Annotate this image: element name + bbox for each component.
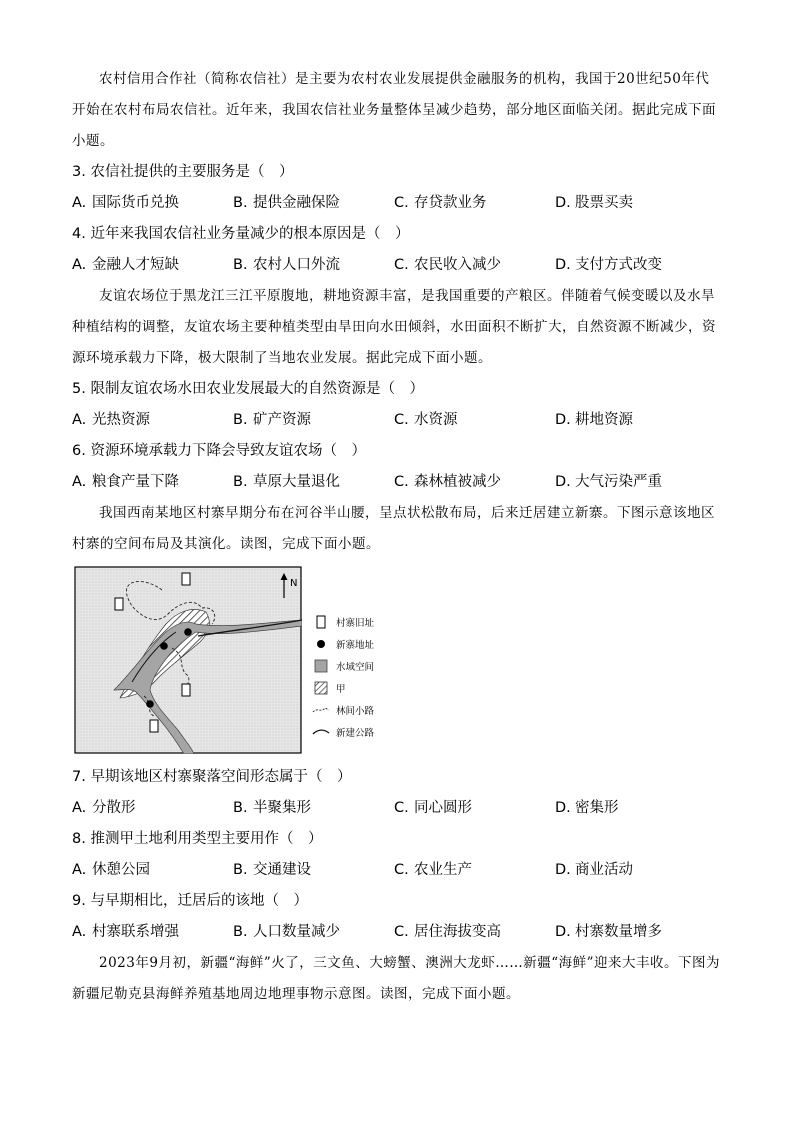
legend-old-village: 村寨旧址: [310, 611, 374, 633]
legend-new-village: 新寨地址: [310, 633, 374, 655]
option-c[interactable]: C. 农民收入减少: [394, 257, 501, 273]
option-b[interactable]: B. 矿产资源: [233, 412, 311, 428]
option-a[interactable]: A. 光热资源: [72, 412, 150, 428]
map-svg: [74, 566, 302, 754]
option-d[interactable]: D. 耕地资源: [555, 412, 633, 428]
legend-jia: 甲: [310, 677, 374, 699]
question-9: 9. 与早期相比，迁居后的该地（ ）: [72, 893, 308, 909]
option-b[interactable]: B. 提供金融保险: [233, 195, 340, 211]
option-d[interactable]: D. 支付方式改变: [555, 257, 662, 273]
option-c[interactable]: C. 水资源: [394, 412, 458, 428]
question-8-options: [72, 855, 722, 886]
old-village-icon: [310, 615, 332, 629]
old-village-site: [150, 720, 158, 732]
intro-xinjiang-seafood: 2023年9月初，新疆“海鲜”火了，三文鱼、大螃蟹、澳洲大龙虾……新疆“海鲜”迎来大丰收。下图为新疆尼勒克县海鲜养殖基地周边地理事物示意图。读图，完成下面小题。: [72, 955, 721, 1002]
question-6-options: [72, 467, 722, 498]
map-legend: [310, 611, 374, 743]
option-a[interactable]: A. 国际货币兑换: [72, 195, 179, 211]
question-7: 7. 早期该地区村寨聚落空间形态属于（ ）: [72, 769, 352, 785]
exam-page: [72, 64, 722, 1010]
legend-water: 水域空间: [310, 655, 374, 677]
option-c[interactable]: C. 居住海拔变高: [394, 924, 501, 940]
question-5: 5. 限制友谊农场水田农业发展最大的自然资源是（ ）: [72, 381, 424, 397]
option-d[interactable]: D. 商业活动: [555, 862, 633, 878]
old-village-site: [182, 684, 190, 696]
option-b[interactable]: B. 交通建设: [233, 862, 311, 878]
option-b[interactable]: B. 农村人口外流: [233, 257, 340, 273]
old-village-site: [182, 573, 190, 585]
option-d[interactable]: D. 村寨数量增多: [555, 924, 662, 940]
option-d[interactable]: D. 股票买卖: [555, 195, 633, 211]
water-swatch-icon: [310, 659, 332, 673]
option-a[interactable]: A. 金融人才短缺: [72, 257, 179, 273]
option-d[interactable]: D. 密集形: [555, 800, 619, 816]
option-d[interactable]: D. 大气污染严重: [555, 474, 662, 490]
question-8: 8. 推测甲土地利用类型主要用作（ ）: [72, 831, 323, 847]
legend-road: 新建公路: [310, 721, 374, 743]
option-a[interactable]: A. 休憩公园: [72, 862, 150, 878]
road-line-icon: [310, 728, 332, 736]
question-4: 4. 近年来我国农信社业务量减少的根本原因是（ ）: [72, 226, 410, 242]
question-3-options: [72, 188, 722, 219]
intro-village-map: 我国西南某地区村寨早期分布在河谷半山腰，呈点状松散布局，后来迁居建立新寨。下图示意该地区村寨的空间布局及其演化。读图，完成下面小题。: [72, 505, 715, 552]
village-layout-map: [74, 566, 374, 754]
question-3: 3. 农信社提供的主要服务是（ ）: [72, 164, 294, 180]
option-c[interactable]: C. 存贷款业务: [394, 195, 487, 211]
question-6: 6. 资源环境承载力下降会导致友谊农场（ ）: [72, 443, 366, 459]
north-label: N: [290, 578, 298, 589]
trail-line-icon: [310, 706, 332, 714]
intro-youyi-farm: 友谊农场位于黑龙江三江平原腹地，耕地资源丰富，是我国重要的产粮区。伴随着气候变暖以及水旱种植结构的调整，友谊农场主要种植类型由旱田向水田倾斜，水田面积不断扩大，自然资源不断减少，资源环境承载力下降，极大限制了当地农业发展。据此完成下面小题。: [72, 288, 716, 366]
old-village-site: [115, 598, 123, 610]
new-village-icon: [310, 638, 332, 650]
option-c[interactable]: C. 同心圆形: [394, 800, 472, 816]
question-5-options: [72, 405, 722, 436]
option-b[interactable]: B. 人口数量减少: [233, 924, 340, 940]
map-frame: [75, 567, 301, 753]
option-c[interactable]: C. 森林植被减少: [394, 474, 501, 490]
hatch-swatch-icon: [310, 681, 332, 695]
new-village-site: [184, 628, 192, 636]
option-a[interactable]: A. 村寨联系增强: [72, 924, 179, 940]
option-a[interactable]: A. 粮食产量下降: [72, 474, 179, 490]
new-village-site: [160, 642, 168, 650]
option-b[interactable]: B. 草原大量退化: [233, 474, 340, 490]
question-4-options: [72, 250, 722, 281]
question-7-options: [72, 793, 722, 824]
intro-rural-credit: 农村信用合作社（简称农信社）是主要为农村农业发展提供金融服务的机构，我国于20世纪50年代开始在农村布局农信社。近年来，我国农信社业务量整体呈减少趋势，部分地区面临关闭。据此完成下面小题。: [72, 71, 716, 149]
question-9-options: [72, 917, 722, 948]
new-village-site: [146, 700, 154, 708]
legend-trail: 林间小路: [310, 699, 374, 721]
option-c[interactable]: C. 农业生产: [394, 862, 472, 878]
option-a[interactable]: A. 分散形: [72, 800, 136, 816]
option-b[interactable]: B. 半聚集形: [233, 800, 311, 816]
